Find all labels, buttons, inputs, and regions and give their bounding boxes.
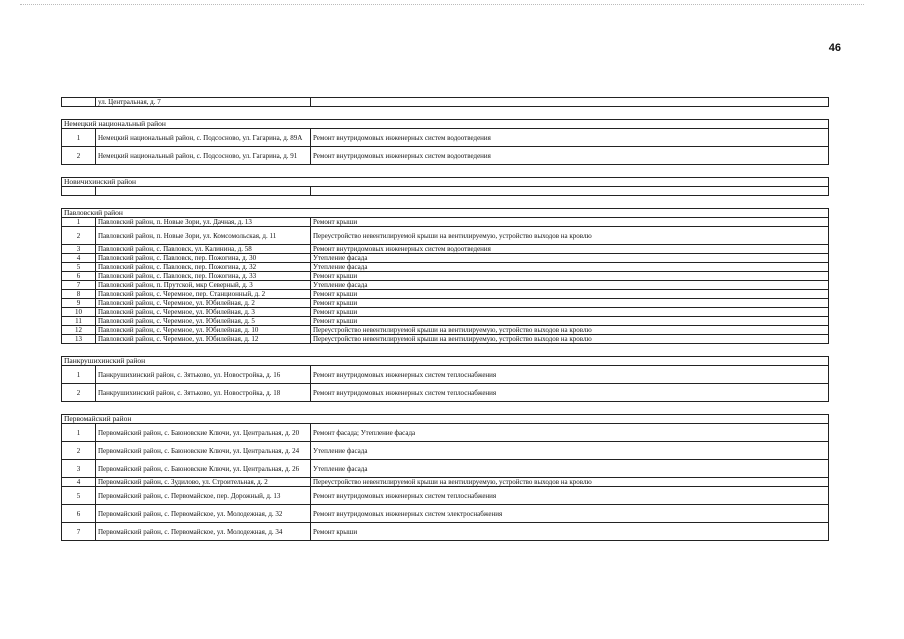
table-row — [62, 308, 829, 317]
table-row — [62, 505, 829, 523]
row-number: 1 — [62, 424, 96, 442]
district-header — [62, 209, 829, 218]
table-row — [62, 366, 829, 384]
spacer-cell — [62, 107, 829, 120]
row-work: Ремонт крыши — [311, 308, 829, 317]
section-spacer — [62, 344, 829, 357]
row-address: Первомайский район, с. Первомайское, ул. Молодежная, д. 32 — [96, 505, 311, 523]
table-body — [62, 98, 829, 541]
table-row — [62, 460, 829, 478]
table-row — [62, 290, 829, 299]
section-spacer — [62, 402, 829, 415]
row-work: Ремонт внутридомовых инженерных систем водоотведения — [311, 147, 829, 165]
row-number: 7 — [62, 281, 96, 290]
row-address: Первомайский район, с. Баюновские Ключи, ул. Центральная, д. 26 — [96, 460, 311, 478]
row-number — [62, 98, 96, 107]
table-row — [62, 218, 829, 227]
row-number: 2 — [62, 147, 96, 165]
row-address: Павловский район, с. Черемное, ул. Юбилейная, д. 12 — [96, 335, 311, 344]
district-name: Панкрушихинский район — [62, 357, 829, 366]
row-address: Павловский район, п. Прутской, мкр Северный, д. 3 — [96, 281, 311, 290]
row-work: Переустройство невентилируемой крыши на вентилируемую, устройство выходов на кровлю — [311, 478, 829, 487]
row-address: Павловский район, с. Черемное, ул. Юбилейная, д. 5 — [96, 317, 311, 326]
row-number: 1 — [62, 366, 96, 384]
row-work: Ремонт внутридомовых инженерных систем теплоснабжения — [311, 384, 829, 402]
row-work: Утепление фасада — [311, 263, 829, 272]
table-row — [62, 147, 829, 165]
section-spacer — [62, 165, 829, 178]
row-work: Ремонт внутридомовых инженерных систем электроснабжения — [311, 505, 829, 523]
row-number: 2 — [62, 384, 96, 402]
district-name: Первомайский район — [62, 415, 829, 424]
row-number: 6 — [62, 272, 96, 281]
row-address: Павловский район, с. Павловск, пер. Пожогина, д. 32 — [96, 263, 311, 272]
section-spacer — [62, 196, 829, 209]
row-address — [96, 187, 311, 196]
row-work: Переустройство невентилируемой крыши на вентилируемую, устройство выходов на кровлю — [311, 227, 829, 245]
row-address: Первомайский район, с. Первомайское, пер. Дорожный, д. 13 — [96, 487, 311, 505]
row-address: Первомайский район, с. Баюновские Ключи, ул. Центральная, д. 20 — [96, 424, 311, 442]
top-border-line — [20, 4, 864, 5]
row-work: Утепление фасада — [311, 281, 829, 290]
row-address: Павловский район, с. Павловск, ул. Калинина, д. 58 — [96, 245, 311, 254]
row-work: Переустройство невентилируемой крыши на вентилируемую, устройство выходов на кровлю — [311, 335, 829, 344]
table-row — [62, 245, 829, 254]
table-row — [62, 272, 829, 281]
row-address: Павловский район, с. Павловск, пер. Пожогина, д. 30 — [96, 254, 311, 263]
row-address: Павловский район, п. Новые Зори, ул. Дачная, д. 13 — [96, 218, 311, 227]
row-number: 4 — [62, 254, 96, 263]
row-address: ул. Центральная, д. 7 — [96, 98, 311, 107]
row-number: 5 — [62, 487, 96, 505]
row-number: 11 — [62, 317, 96, 326]
row-work: Ремонт внутридомовых инженерных систем водоотведения — [311, 245, 829, 254]
row-number: 2 — [62, 442, 96, 460]
table-row — [62, 523, 829, 541]
row-work: Ремонт внутридомовых инженерных систем теплоснабжения — [311, 487, 829, 505]
row-number: 1 — [62, 218, 96, 227]
spacer-cell — [62, 196, 829, 209]
spacer-cell — [62, 344, 829, 357]
table-row — [62, 442, 829, 460]
row-work: Утепление фасада — [311, 460, 829, 478]
table-row — [62, 317, 829, 326]
row-address: Первомайский район, с. Зудилово, ул. Строительная, д. 2 — [96, 478, 311, 487]
table-row — [62, 281, 829, 290]
row-work: Ремонт крыши — [311, 290, 829, 299]
row-number: 8 — [62, 290, 96, 299]
table-row — [62, 478, 829, 487]
row-number: 7 — [62, 523, 96, 541]
row-address: Панкрушихинский район, с. Зятьково, ул. Новостройка, д. 18 — [96, 384, 311, 402]
row-work: Ремонт крыши — [311, 523, 829, 541]
row-address: Павловский район, с. Черемное, ул. Юбилейная, д. 3 — [96, 308, 311, 317]
row-address: Павловский район, с. Черемное, ул. Юбилейная, д. 2 — [96, 299, 311, 308]
row-work: Ремонт крыши — [311, 272, 829, 281]
row-number: 4 — [62, 478, 96, 487]
table-row — [62, 424, 829, 442]
row-address: Павловский район, с. Черемное, пер. Станционный, д. 2 — [96, 290, 311, 299]
row-number: 6 — [62, 505, 96, 523]
row-number — [62, 187, 96, 196]
table-row — [62, 487, 829, 505]
table-row — [62, 384, 829, 402]
row-address: Первомайский район, с. Баюновские Ключи, ул. Центральная, д. 24 — [96, 442, 311, 460]
row-work: Ремонт крыши — [311, 218, 829, 227]
row-address: Панкрушихинский район, с. Зятьково, ул. Новостройка, д. 16 — [96, 366, 311, 384]
district-name: Павловский район — [62, 209, 829, 218]
row-work: Переустройство невентилируемой крыши на вентилируемую, устройство выходов на кровлю — [311, 326, 829, 335]
row-number: 12 — [62, 326, 96, 335]
row-number: 9 — [62, 299, 96, 308]
table-row — [62, 98, 829, 107]
district-name: Немецкий национальный район — [62, 120, 829, 129]
table-row — [62, 299, 829, 308]
row-number: 3 — [62, 245, 96, 254]
repair-table — [61, 97, 829, 541]
row-work: Утепление фасада — [311, 254, 829, 263]
row-work: Ремонт внутридомовых инженерных систем водоотведения — [311, 129, 829, 147]
row-work — [311, 98, 829, 107]
row-work: Ремонт внутридомовых инженерных систем теплоснабжения — [311, 366, 829, 384]
row-work — [311, 187, 829, 196]
district-name: Новичихинский район — [62, 178, 829, 187]
district-header — [62, 120, 829, 129]
district-header — [62, 357, 829, 366]
spacer-cell — [62, 402, 829, 415]
table-row — [62, 129, 829, 147]
row-number: 1 — [62, 129, 96, 147]
row-address: Немецкий национальный район, с. Подсосново, ул. Гагарина, д. 91 — [96, 147, 311, 165]
row-work: Ремонт крыши — [311, 299, 829, 308]
page-number: 46 — [828, 42, 841, 54]
row-address: Первомайский район, с. Первомайское, ул. Молодежная, д. 34 — [96, 523, 311, 541]
row-number: 10 — [62, 308, 96, 317]
district-header — [62, 415, 829, 424]
row-address: Павловский район, с. Павловск, пер. Пожогина, д. 33 — [96, 272, 311, 281]
section-spacer — [62, 107, 829, 120]
row-address: Немецкий национальный район, с. Подсосново, ул. Гагарина, д. 89А — [96, 129, 311, 147]
table-row — [62, 227, 829, 245]
spacer-cell — [62, 165, 829, 178]
table-row — [62, 335, 829, 344]
table-row — [62, 263, 829, 272]
table-row — [62, 254, 829, 263]
row-address: Павловский район, п. Новые Зори, ул. Комсомольская, д. 11 — [96, 227, 311, 245]
district-header — [62, 178, 829, 187]
row-number: 3 — [62, 460, 96, 478]
row-work: Утепление фасада — [311, 442, 829, 460]
row-number: 2 — [62, 227, 96, 245]
row-number: 5 — [62, 263, 96, 272]
table-row — [62, 326, 829, 335]
row-number: 13 — [62, 335, 96, 344]
row-work: Ремонт фасада; Утепление фасада — [311, 424, 829, 442]
table-row — [62, 187, 829, 196]
row-address: Павловский район, с. Черемное, ул. Юбилейная, д. 10 — [96, 326, 311, 335]
row-work: Ремонт крыши — [311, 317, 829, 326]
